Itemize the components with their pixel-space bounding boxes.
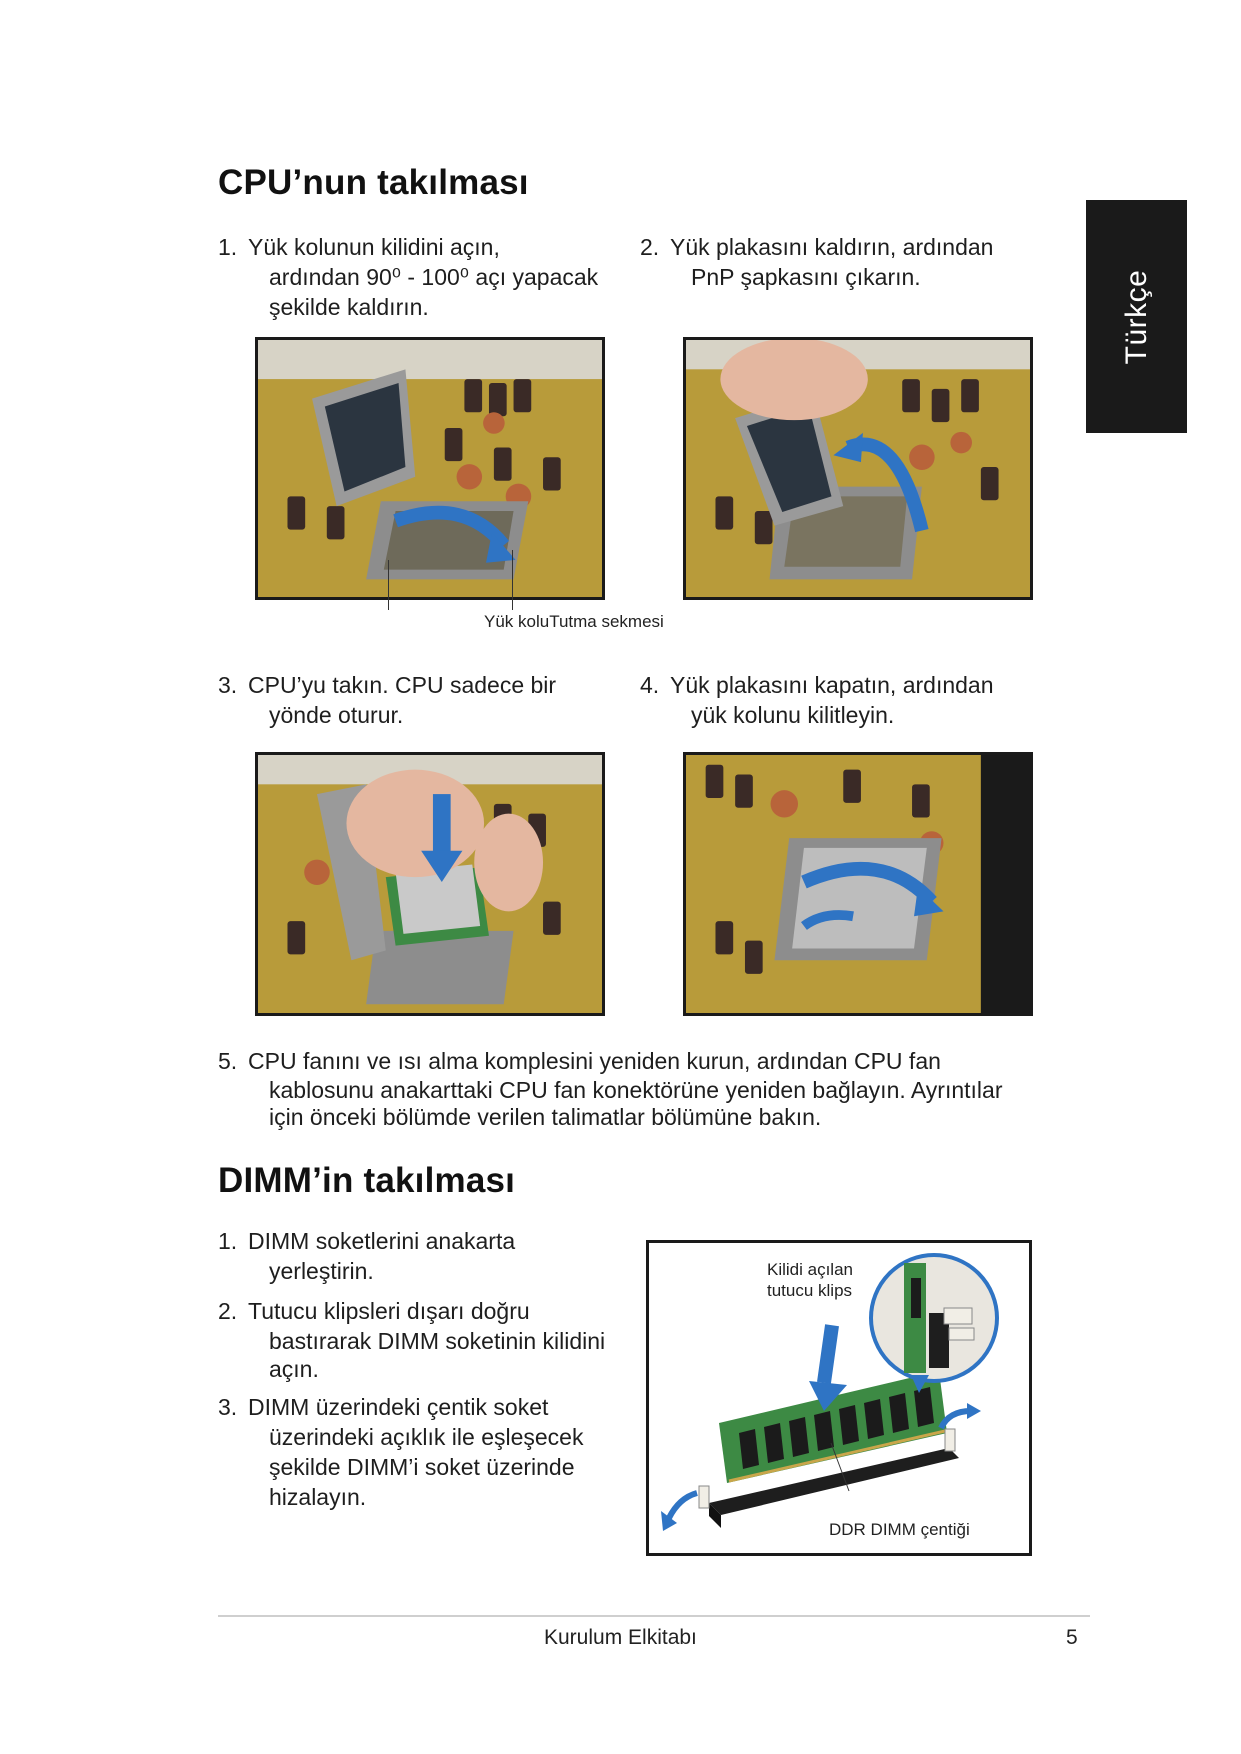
photo-insert-cpu (255, 752, 605, 1016)
dimm-section-title: DIMM’in takılması (218, 1161, 516, 1200)
step-text-line: DIMM soketlerini anakarta (248, 1228, 516, 1254)
step-text-line: açın. (269, 1356, 319, 1382)
step-text-line: kablosunu anakarttaki CPU fan konektörüne yeniden bağlayın. Ayrıntılar (269, 1077, 1003, 1103)
step-text-line: üzerindeki açıklık ile eşleşecek (269, 1424, 584, 1450)
footer-divider (218, 1615, 1090, 1617)
dimm-step-3 (218, 1392, 638, 1512)
step-text-line: CPU’yu takın. CPU sadece bir (248, 672, 557, 698)
dimm-step-1 (218, 1226, 638, 1286)
footer-title: Kurulum Elkitabı (544, 1626, 697, 1649)
dimm-illustration-frame (646, 1240, 1032, 1556)
language-side-tab-label: Türkçe (1119, 269, 1153, 364)
step-text-line: yük kolunu kilitleyin. (691, 702, 895, 728)
callout-labels (484, 612, 664, 632)
clip-label-line: Kilidi açılan (767, 1260, 853, 1279)
step-number: 2. (640, 234, 660, 260)
motherboard-socket-illustration (258, 755, 602, 1013)
step-number: 3. (218, 672, 238, 698)
photo-close-load-plate (683, 752, 1033, 1016)
step-number: 3. (218, 1394, 238, 1420)
step-number: 5. (218, 1048, 238, 1074)
cpu-section-title: CPU’nun takılması (218, 163, 529, 202)
step-text-line: için önceki bölümde verilen talimatlar bölümüne bakın. (269, 1104, 822, 1130)
cpu-step-3 (218, 670, 618, 730)
step-text-line: DIMM üzerindeki çentik soket (248, 1394, 549, 1420)
cpu-step-4 (640, 670, 1060, 730)
step-number: 1. (218, 234, 238, 260)
step-text-line: Yük kolunun kilidini açın, (248, 234, 500, 260)
motherboard-socket-illustration (258, 340, 602, 597)
step-number: 1. (218, 1228, 238, 1254)
step-text-line: PnP şapkasını çıkarın. (691, 264, 921, 290)
step-text-line: CPU fanını ve ısı alma komplesini yeniden kurun, ardından CPU fan (248, 1048, 941, 1074)
step-text-line: şekilde kaldırın. (269, 294, 429, 320)
photo-load-lever-open (255, 337, 605, 600)
clip-label (767, 1259, 853, 1301)
dimm-step-2 (218, 1296, 638, 1382)
cpu-step-2 (640, 232, 1060, 292)
step-number: 2. (218, 1298, 238, 1324)
callout-line-load-lever (388, 560, 389, 610)
step-text-line: şekilde DIMM’i soket üzerinde (269, 1454, 575, 1480)
cpu-step-5 (218, 1046, 1068, 1130)
motherboard-socket-illustration (686, 340, 1030, 597)
notch-label: DDR DIMM çentiği (829, 1520, 970, 1539)
cpu-step-1 (218, 232, 618, 322)
motherboard-socket-illustration (686, 755, 1030, 1013)
callout-load-lever: Yük kolu (484, 612, 550, 631)
photo-load-plate-lift (683, 337, 1033, 600)
callout-line-retention-tab (512, 550, 513, 610)
step-text-line: hizalayın. (269, 1484, 367, 1510)
step-text-line: Yük plakasını kapatın, ardından (670, 672, 994, 698)
step-text-line: bastırarak DIMM soketinin kilidini (269, 1328, 606, 1354)
step-text-line: Yük plakasını kaldırın, ardından (670, 234, 994, 260)
step-number: 4. (640, 672, 660, 698)
step-text-line: yerleştirin. (269, 1258, 374, 1284)
step-text-line: ardından 90⁰ - 100⁰ açı yapacak (269, 264, 599, 290)
step-text-line: yönde oturur. (269, 702, 404, 728)
clip-label-line: tutucu klips (767, 1281, 853, 1300)
language-side-tab (1086, 200, 1187, 433)
step-text-line: Tutucu klipsleri dışarı doğru (248, 1298, 530, 1324)
page-number: 5 (1066, 1626, 1078, 1649)
callout-retention-tab: Tutma sekmesi (549, 612, 664, 631)
